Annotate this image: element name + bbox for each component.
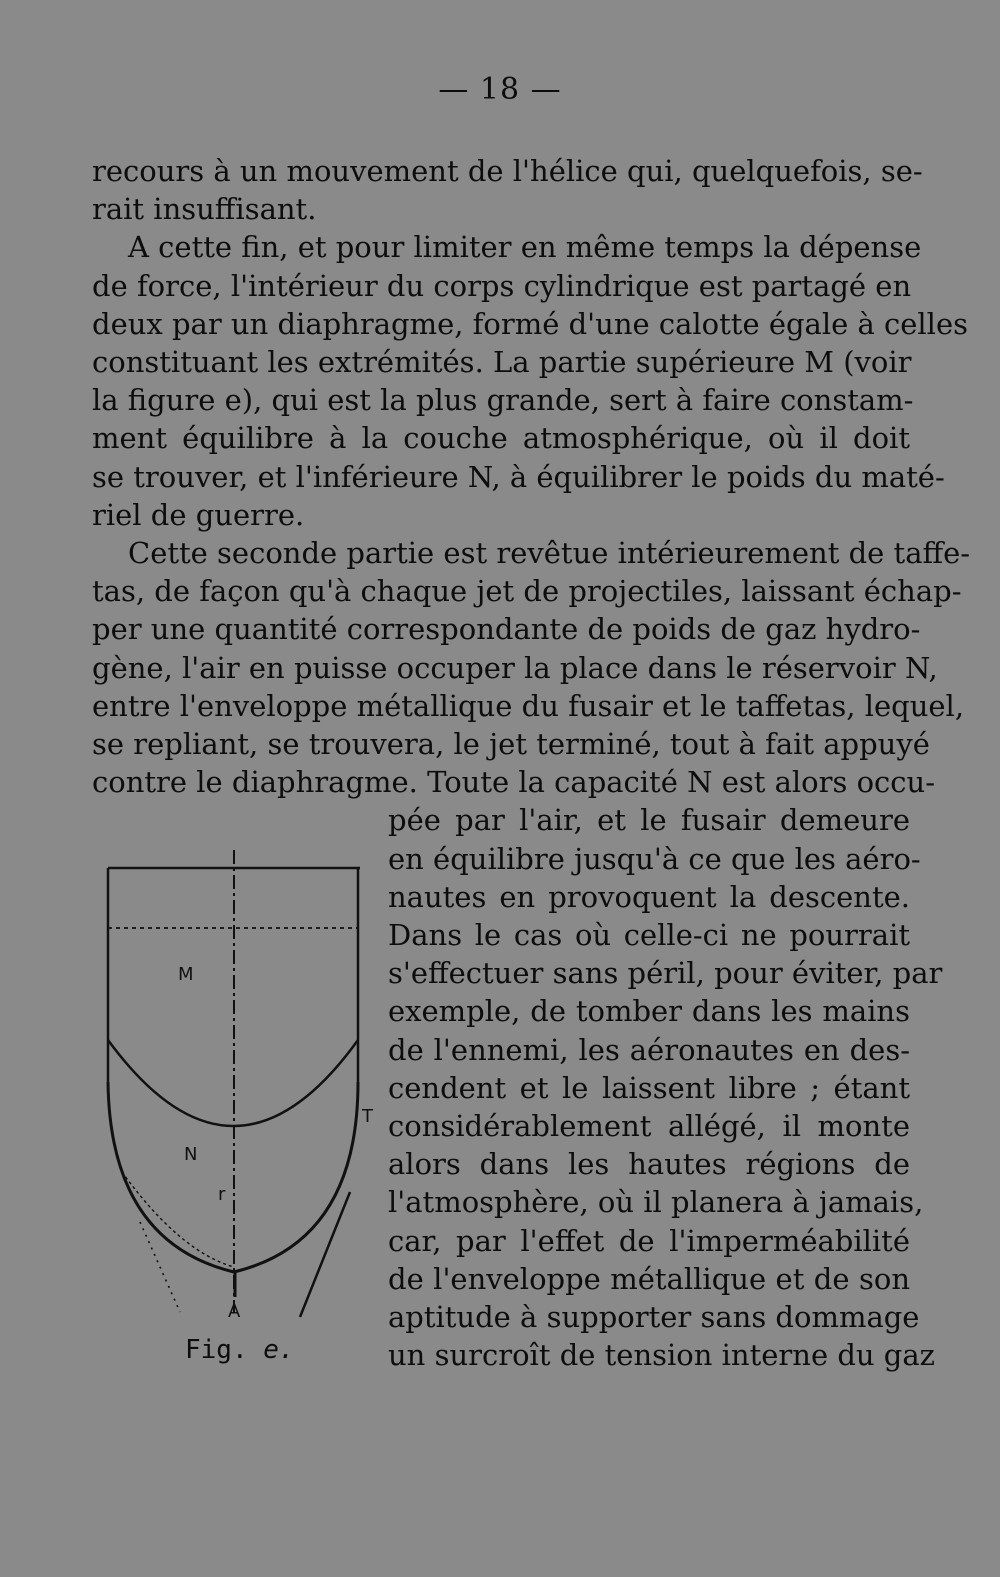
text-line: per une quantité correspondante de poids de gaz hydro- <box>92 612 921 647</box>
text-line: tas, de façon qu'à chaque jet de projectiles, laissant échap- <box>92 574 962 609</box>
figure-letter-r: r <box>218 1184 226 1205</box>
figure-letter-m: M <box>178 964 194 985</box>
text-line: de force, l'intérieur du corps cylindrique est partagé en <box>92 268 912 303</box>
figure-e-diagram <box>100 842 380 1362</box>
text-line-right: l'atmosphère, où il planera à jamais, <box>388 1185 924 1220</box>
text-line: rait insuffisant. <box>92 192 317 227</box>
text-line: Cette seconde partie est revêtue intérieurement de taffe- <box>128 536 971 570</box>
text-line: la figure e), qui est la plus grande, sert à faire constam- <box>92 383 914 418</box>
left-cone-line <box>140 1222 180 1312</box>
text-line: gène, l'air en puisse occuper la place dans le réservoir N, <box>92 650 938 685</box>
text-line: recours à un mouvement de l'hélice qui, quelquefois, se- <box>92 154 923 188</box>
text-line-right: alors dans les hautes régions de <box>388 1147 910 1182</box>
figure-caption <box>185 1335 295 1365</box>
text-line-right: de l'ennemi, les aéronautes en des- <box>388 1032 910 1067</box>
text-line-right: exemple, de tomber dans les mains <box>388 994 910 1029</box>
text-line: riel de guerre. <box>92 497 305 532</box>
figure-caption-letter: e. <box>263 1335 295 1365</box>
text-line-right: en équilibre jusqu'à ce que les aéro- <box>388 841 921 876</box>
text-line: constituant les extrémités. La partie supérieure M (voir <box>92 345 912 379</box>
text-line: contre le diaphragme. Toute la capacité N est alors occu- <box>92 765 936 800</box>
text-line-right: s'effectuer sans péril, pour éviter, par <box>388 956 943 991</box>
text-line-right: cendent et le laissent libre ; étant <box>388 1070 910 1105</box>
page-number: — 18 — <box>438 72 562 107</box>
text-line: A cette fin, et pour limiter en même temps la dépense <box>128 230 922 265</box>
text-line: se trouver, et l'inférieure N, à équilibrer le poids du maté- <box>92 459 945 494</box>
figure-letter-a: A <box>228 1301 241 1322</box>
figure-letter-n: N <box>184 1144 198 1165</box>
text-line-right: pée par l'air, et le fusair demeure <box>388 803 910 838</box>
text-line-right: nautes en provoquent la descente. <box>388 879 910 914</box>
text-line-right: car, par l'effet de l'imperméabilité <box>388 1223 910 1258</box>
text-line-right: considérablement allégé, il monte <box>388 1109 910 1143</box>
text-line: entre l'enveloppe métallique du fusair et le taffetas, lequel, <box>92 688 965 723</box>
text-line-right: un surcroît de tension interne du gaz <box>388 1338 935 1373</box>
text-line-right: aptitude à supporter sans dommage <box>388 1300 920 1334</box>
figure-caption-prefix: Fig. <box>185 1335 248 1365</box>
text-line-right: de l'enveloppe métallique et de son <box>388 1261 910 1296</box>
text-line-right: Dans le cas où celle-ci ne pourrait <box>388 918 910 952</box>
text-line: se repliant, se trouvera, le jet terminé, tout à fait appuyé <box>92 727 930 761</box>
figure-letter-t: T <box>362 1106 373 1127</box>
text-line: deux par un diaphragme, formé d'une calotte égale à celles <box>92 306 969 341</box>
text-line: ment équilibre à la couche atmosphérique, où il doit <box>92 421 910 456</box>
balloon-cross-section <box>100 842 380 1362</box>
